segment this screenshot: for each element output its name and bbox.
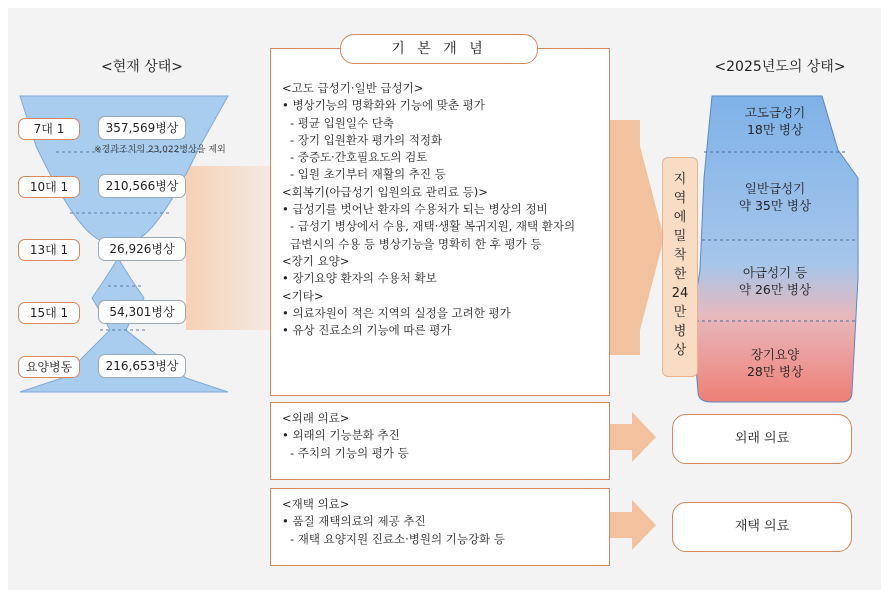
concept-main-line: 급변시의 수용 등 병상기능을 명확히 한 후 평가 등 [290, 236, 542, 251]
segment-subacute [720, 264, 830, 298]
community-beds-char: 에 [673, 210, 687, 225]
homecare-concept-line: • 품질 재택의료의 제공 추진 [282, 514, 426, 529]
concept-main-line: <기타> [282, 288, 324, 303]
segment-high-acute-beds: 18만 병상 [746, 122, 804, 137]
homecare-concept-line: - 재택 요양지원 진료소·병원의 기능강화 등 [290, 531, 505, 546]
tier-value-10: 210,566병상 [98, 174, 186, 198]
segment-general-acute [720, 180, 830, 214]
tier-value-15: 54,301병상 [98, 300, 186, 324]
concept-main-line: • 의료자원이 적은 지역의 실정을 고려한 평가 [282, 305, 511, 320]
community-beds-char: 한 [673, 267, 687, 282]
segment-general-acute-beds: 약 35만 병상 [738, 198, 812, 213]
community-beds-char: 지 [673, 172, 687, 187]
outpatient-concept-line: <외래 의료> [282, 411, 350, 425]
concept-title: 기 본 개 념 [340, 34, 538, 64]
concept-main-line: - 중증도·간호필요도의 검토 [290, 150, 428, 165]
community-beds-char: 착 [673, 248, 687, 263]
concept-main-line: <회복기(아급성기 입원의료 관리료 등)> [282, 184, 488, 199]
community-beds-char: 상 [673, 343, 687, 358]
outpatient-concept-line: - 주치의 기능의 평가 등 [290, 445, 409, 460]
community-beds-char: 밀 [673, 229, 687, 244]
outpatient-care-box: 외래 의료 [672, 414, 852, 464]
transition-band [186, 166, 272, 330]
homecare-box: 재택 의료 [672, 502, 852, 552]
homecare-concept-text [282, 496, 505, 548]
segment-long-term-name: 장기요양 [750, 347, 800, 362]
tier-label-15: 15대 1 [18, 302, 80, 324]
segment-high-acute-name: 고도급성기 [744, 105, 806, 120]
outpatient-arrow [610, 412, 656, 462]
segment-subacute-name: 아급성기 등 [742, 265, 808, 280]
concept-main-line: • 유상 진료소의 기능에 따른 평가 [282, 323, 452, 338]
tier-value-7: 357,569병상 [98, 116, 186, 140]
tier-label-10: 10대 1 [18, 176, 80, 198]
exclusion-note: ※경과조치의 23,022병상을 제외 [94, 145, 226, 155]
concept-main-line: • 급성기를 벗어난 환자의 수용처가 되는 병상의 정비 [282, 202, 548, 217]
concept-main-line: - 장기 입원환자 평가의 적정화 [290, 132, 443, 147]
segment-high-acute [720, 104, 830, 138]
outpatient-concept-line: • 외래의 기능분화 추진 [282, 428, 400, 443]
tier-label-13: 13대 1 [18, 239, 80, 261]
community-beds-char: 24 [671, 286, 689, 301]
segment-long-term [720, 346, 830, 380]
homecare-arrow [610, 500, 656, 550]
tier-label-7: 7대 1 [18, 118, 80, 140]
segment-long-term-beds: 28만 병상 [746, 364, 804, 379]
community-beds-char: 역 [673, 191, 687, 206]
concept-main-line: - 급성기 병상에서 수용, 재택·생활 복귀지원, 재택 환자의 [290, 219, 576, 234]
tier-value-ltc: 216,653병상 [98, 354, 186, 378]
homecare-concept-line: <재택 의료> [282, 497, 350, 511]
segment-general-acute-name: 일반급성기 [744, 181, 806, 196]
concept-main-line: • 장기요양 환자의 수용처 확보 [282, 271, 437, 286]
concept-main-line: • 병상기능의 명확화와 기능에 맞춘 평가 [282, 98, 485, 113]
concept-main-line: <고도 급성기·일반 급성기> [282, 81, 424, 95]
outpatient-concept-text [282, 410, 409, 462]
community-beds-char: 병 [673, 324, 687, 339]
concept-main-line: - 입원 초기부터 재활의 추진 등 [290, 167, 446, 182]
segment-subacute-beds: 약 26만 병상 [738, 282, 812, 297]
future-state-heading: <2025년도의 상태> [714, 59, 846, 75]
community-beds-label [662, 157, 698, 377]
tier-value-13: 26,926병상 [98, 237, 186, 261]
tier-label-ltc: 요양병동 [18, 356, 80, 378]
concept-main-line: - 평균 입원일수 단축 [290, 115, 394, 130]
current-state-heading: <현재 상태> [100, 59, 183, 75]
concept-main-text [282, 80, 575, 339]
community-beds-char: 만 [673, 305, 687, 320]
concept-main-line: <장기 요양> [282, 253, 350, 268]
